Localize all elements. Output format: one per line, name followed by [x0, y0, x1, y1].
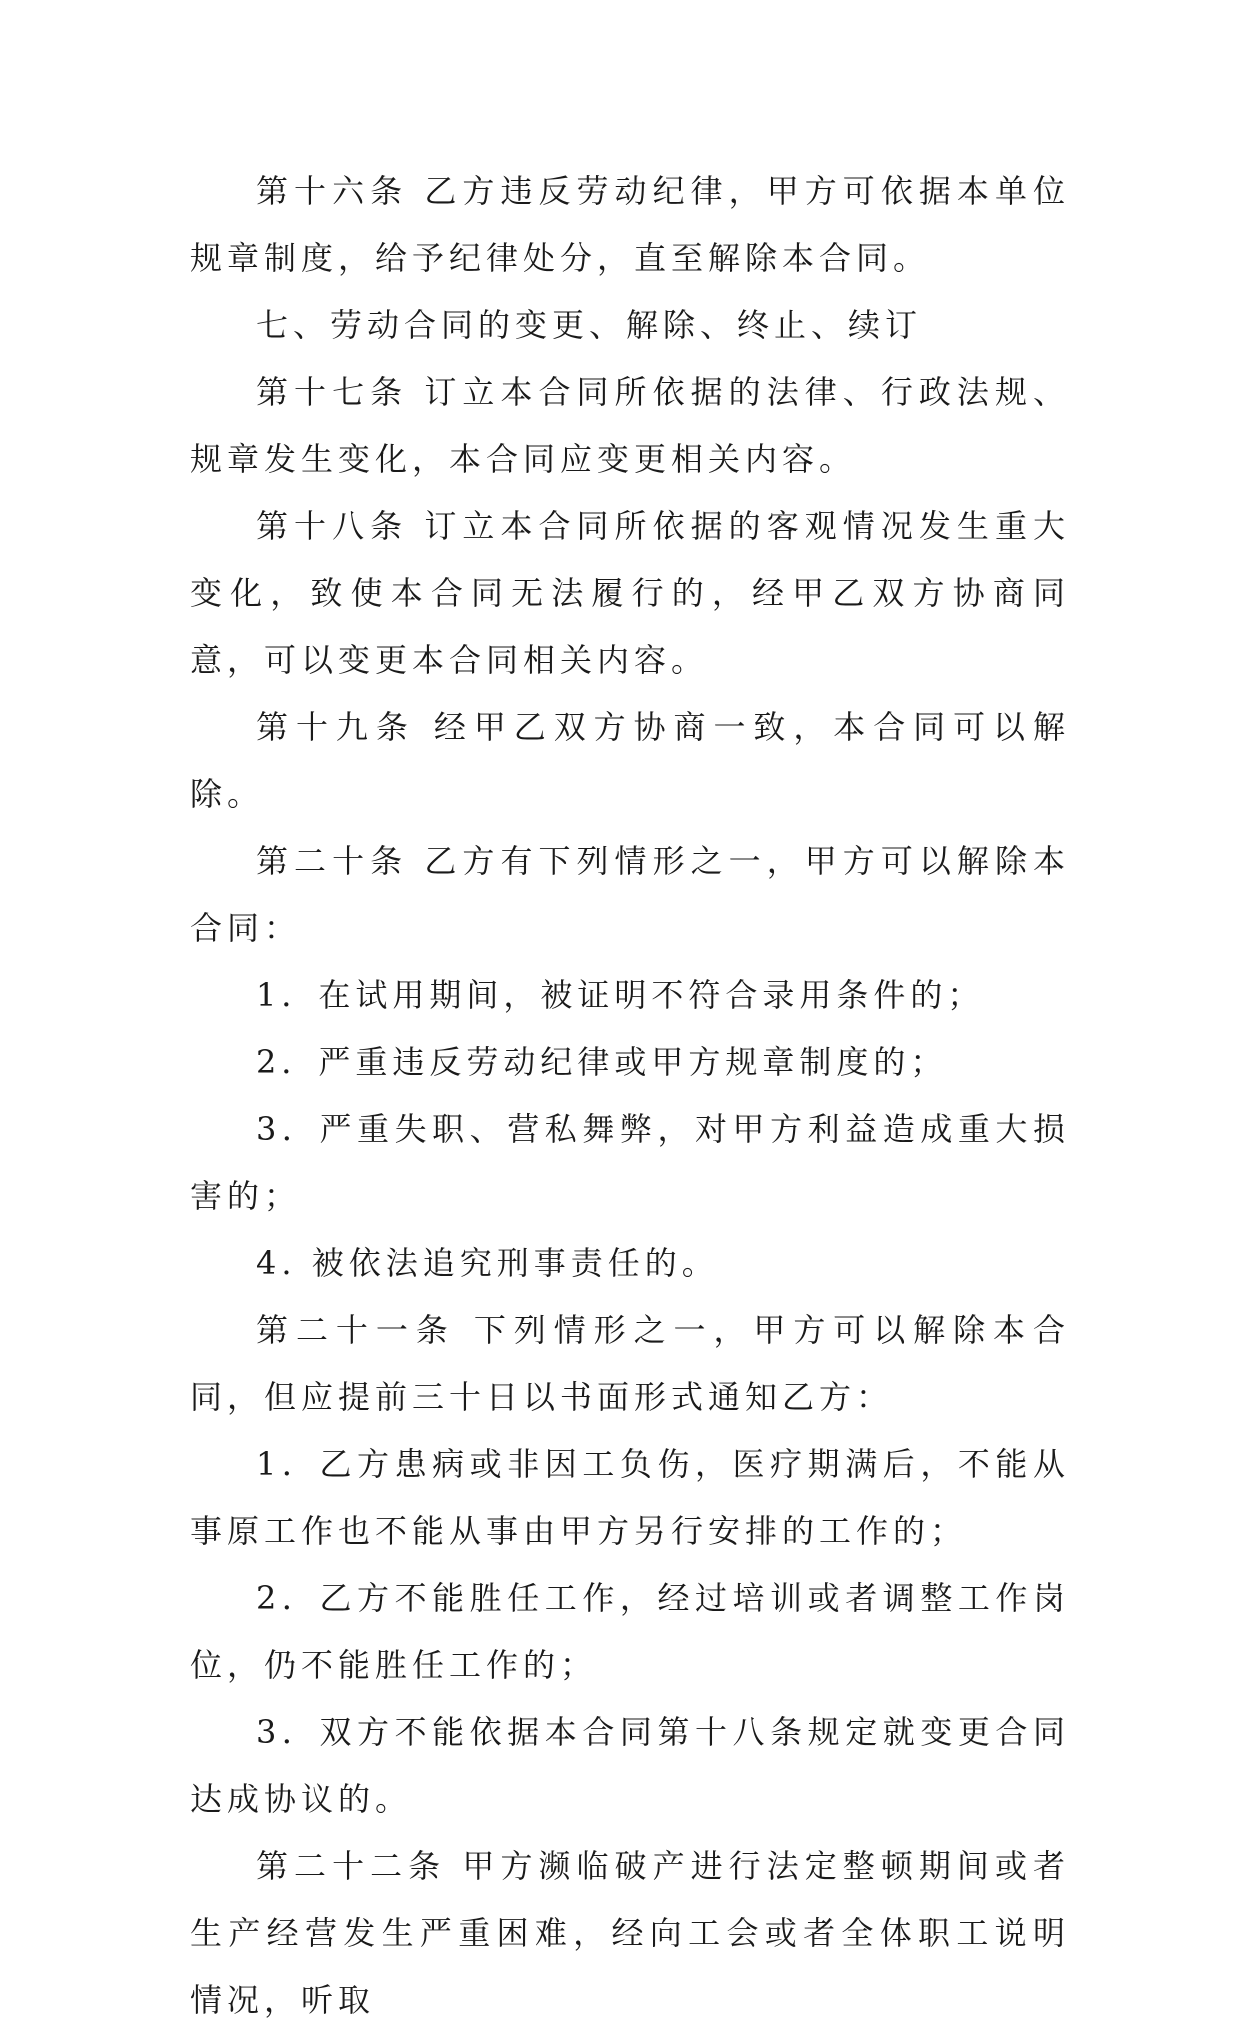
paragraph-article-18: 第十八条 订立本合同所依据的客观情况发生重大变化，致使本合同无法履行的，经甲乙双方协商同意，可以变更本合同相关内容。 [190, 507, 1070, 679]
list-item: 3．严重失职、营私舞弊，对甲方利益造成重大损害的； [190, 1110, 1070, 1215]
paragraph-article-16: 第十六条 乙方违反劳动纪律，甲方可依据本单位规章制度，给予纪律处分，直至解除本合同。 [190, 172, 1070, 277]
list-item: 1．乙方患病或非因工负伤，医疗期满后，不能从事原工作也不能从事由甲方另行安排的工作的； [190, 1445, 1070, 1550]
list-item: 4. 被依法追究刑事责任的。 [256, 1244, 719, 1282]
paragraph-article-17: 第十七条 订立本合同所依据的法律、行政法规、规章发生变化，本合同应变更相关内容。 [190, 373, 1070, 478]
paragraph-article-19: 第十九条 经甲乙双方协商一致，本合同可以解除。 [190, 708, 1070, 813]
document-body [190, 158, 1070, 2034]
paragraph-article-20: 第二十条 乙方有下列情形之一，甲方可以解除本合同： [190, 842, 1070, 947]
list-item: 2．乙方不能胜任工作，经过培训或者调整工作岗位，仍不能胜任工作的； [190, 1579, 1070, 1684]
paragraph-article-21: 第二十一条 下列情形之一，甲方可以解除本合同，但应提前三十日以书面形式通知乙方： [190, 1311, 1070, 1416]
list-item: 1．在试用期间，被证明不符合录用条件的； [256, 976, 985, 1014]
list-item: 2．严重违反劳动纪律或甲方规章制度的； [256, 1043, 948, 1081]
section-heading-7: 七、劳动合同的变更、解除、终止、续订 [256, 306, 923, 344]
list-item: 3．双方不能依据本合同第十八条规定就变更合同达成协议的。 [190, 1713, 1070, 1818]
paragraph-article-22: 第二十二条 甲方濒临破产进行法定整顿期间或者生产经营发生严重困难，经向工会或者全体职工说明情况，听取 [190, 1847, 1070, 2019]
